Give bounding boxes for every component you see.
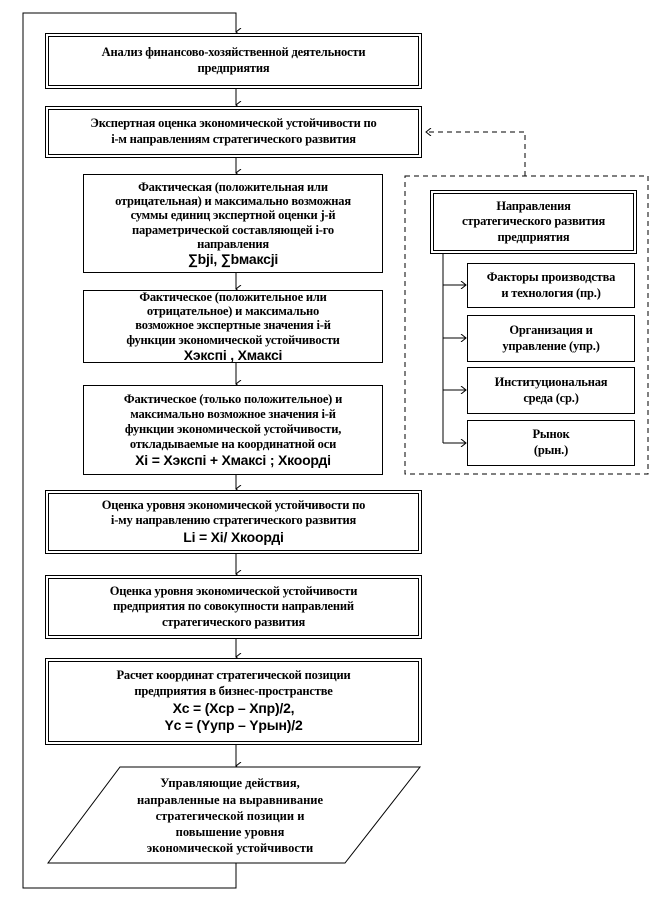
sums-line-5: направления <box>197 237 269 252</box>
level-direction-box <box>45 490 422 554</box>
level-total-box <box>45 575 422 639</box>
analysis-line-2: предприятия <box>197 61 270 75</box>
direction-production-line-2: и технология (пр.) <box>501 285 601 300</box>
directions-title-line-1: Направления <box>496 198 571 213</box>
coordinates-formula-x: Xc = (Xср – Xпр)/2, <box>172 699 295 716</box>
coordinates-box <box>45 658 422 745</box>
level-total-line-3: стратегического развития <box>161 614 306 629</box>
level-direction-line-1: Оценка уровня экономической устойчивости по <box>101 497 366 512</box>
expert-values-formula: Xэкспi , Xмаксi <box>183 347 283 364</box>
expert-values-line-4: функции экономической устойчивости <box>126 332 340 347</box>
expert-values-line-1: Фактическое (положительное или <box>139 289 327 304</box>
direction-management-line-2: управление (упр.) <box>502 338 600 353</box>
actions-line-2: направленные на выравнивание <box>136 792 324 807</box>
direction-production <box>467 263 635 308</box>
expert-eval-line-2: i-м направлениям стратегического развития <box>111 132 356 146</box>
direction-market-line-2: (рын.) <box>533 443 569 457</box>
coordinates-line-1: Расчет координат стратегической позиции <box>116 668 351 683</box>
axis-values-line-4: откладываемые на координатной оси <box>129 436 337 451</box>
analysis-line-1: Анализ финансово-хозяйственной деятельности <box>101 45 366 60</box>
expert-eval-line-1: Экспертная оценка экономической устойчивости по <box>90 116 377 131</box>
level-direction-formula: Li = Xi/ Xкоордi <box>183 528 284 545</box>
sums-line-3: суммы единиц экспертной оценки j-й <box>130 208 336 223</box>
axis-values-line-2: максимально возможное значения i-й <box>130 406 336 421</box>
axis-values-box <box>83 385 383 475</box>
expert-values-line-3: возможное экспертные значения i-й <box>135 318 331 333</box>
sums-line-4: параметрической составляющей i-го <box>132 222 334 237</box>
directions-title-line-2: стратегического развития <box>461 214 606 229</box>
axis-values-line-3: функции экономической устойчивости, <box>124 421 342 436</box>
analysis-box <box>45 33 422 89</box>
level-total-line-2: предприятия по совокупности направлений <box>113 599 354 614</box>
direction-production-line-1: Факторы производства <box>486 269 616 284</box>
direction-institutional-line-1: Институциональная <box>494 374 608 389</box>
sums-formula: ∑bji, ∑bмаксji <box>187 251 279 268</box>
direction-institutional <box>467 367 635 414</box>
actions-line-1: Управляющие действия, <box>160 776 300 791</box>
actions-text <box>110 770 350 862</box>
level-direction-line-2: i-му направлению стратегического развития <box>110 513 357 528</box>
direction-market-line-1: Рынок <box>532 427 570 442</box>
coordinates-line-2: предприятия в бизнес-пространстве <box>134 684 333 698</box>
directions-title-box <box>430 190 637 254</box>
actions-line-4: повышение уровня <box>175 825 285 840</box>
expert-values-box <box>83 290 383 363</box>
direction-management <box>467 315 635 362</box>
expert-values-line-2: отрицательное) и максимально <box>146 304 320 319</box>
axis-values-formula: Xi = Xэкспi + Xмаксi ; Xкоордi <box>135 451 331 468</box>
direction-market <box>467 420 635 466</box>
dashed-feedback-arrow <box>426 132 525 176</box>
actions-line-3: стратегической позиции и <box>155 808 305 823</box>
actions-line-5: экономической устойчивости <box>146 841 314 856</box>
sums-line-1: Фактическая (положительная или <box>138 179 328 194</box>
sums-line-2: отрицательная) и максимально возможная <box>115 193 351 208</box>
direction-institutional-line-2: среда (ср.) <box>523 390 579 405</box>
coordinates-formula-y: Yc = (Yупр – Yрын)/2 <box>164 717 303 734</box>
direction-management-line-1: Организация и <box>509 322 593 337</box>
expert-eval-box <box>45 106 422 158</box>
level-total-line-1: Оценка уровня экономической устойчивости <box>109 583 358 598</box>
directions-title-line-3: предприятия <box>497 229 570 244</box>
sums-box <box>83 174 383 273</box>
axis-values-line-1: Фактическое (только положительное) и <box>123 391 343 406</box>
